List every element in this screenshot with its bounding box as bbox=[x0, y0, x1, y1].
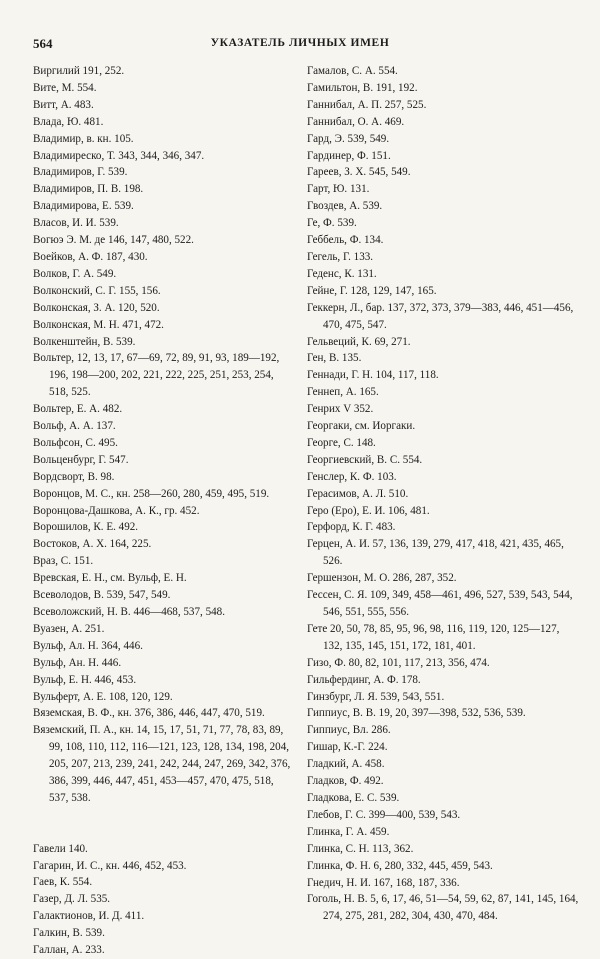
index-entry: Глинка, Ф. Н. 6, 280, 332, 445, 459, 543. bbox=[307, 859, 493, 872]
index-entry: Гагарин, И. С., кн. 446, 452, 453. bbox=[33, 859, 187, 872]
index-entry: Владимиреско, Т. 343, 344, 346, 347. bbox=[33, 149, 205, 162]
index-entry: Гвоздев, А. 539. bbox=[307, 200, 383, 213]
index-entry: Власов, И. И. 539. bbox=[33, 217, 119, 230]
index-entry: Вольтер, 12, 13, 17, 67—69, 72, 89, 91, 93, 189—192, 196, 198—200, 202, 221, 222, 225, 251, 253, 254, 518, 525. bbox=[33, 352, 280, 399]
index-entry: Вульф, Ал. Н. 364, 446. bbox=[33, 639, 143, 652]
index-entry: Герфорд, К. Г. 483. bbox=[307, 521, 396, 534]
index-entry: Воронцова-Дашкова, А. К., гр. 452. bbox=[33, 504, 200, 517]
index-entry: Всеволодов, В. 539, 547, 549. bbox=[33, 589, 171, 602]
index-entry: Виргилий 191, 252. bbox=[33, 65, 125, 77]
index-entry: Геббель, Ф. 134. bbox=[307, 234, 384, 247]
index-entry: Гард, Э. 539, 549. bbox=[307, 132, 390, 145]
index-entry: Гинзбург, Л. Я. 539, 543, 551. bbox=[307, 690, 445, 703]
index-entry: Глинка, С. Н. 113, 362. bbox=[307, 842, 414, 855]
index-entry: Вяземская, В. Ф., кн. 376, 386, 446, 447, 470, 519. bbox=[33, 707, 265, 720]
index-entry: Генрих V 352. bbox=[307, 403, 374, 416]
index-entry: Газер, Д. Л. 535. bbox=[33, 893, 111, 906]
index-entry: Ген, В. 135. bbox=[307, 352, 362, 365]
index-entry: Гегель, Г. 133. bbox=[307, 250, 374, 263]
index-entry: Вордсворт, В. 98. bbox=[33, 470, 115, 483]
index-entry: Гладкова, Е. С. 539. bbox=[307, 791, 400, 804]
index-entry: Вольф, А. А. 137. bbox=[33, 420, 116, 433]
index-entry: Генслер, К. Ф. 103. bbox=[307, 470, 397, 483]
index-entry: Ганнибал, А. П. 257, 525. bbox=[307, 98, 427, 111]
index-entry: Галкин, В. 539. bbox=[33, 927, 105, 940]
section-gap bbox=[33, 824, 291, 841]
index-entry: Гнедич, Н. И. 167, 168, 187, 336. bbox=[307, 876, 460, 889]
running-title: УКАЗАТЕЛЬ ЛИЧНЫХ ИМЕН bbox=[210, 37, 390, 49]
index-entry: Гардинер, Ф. 151. bbox=[307, 149, 391, 162]
index-entry: Герцен, А. И. 57, 136, 139, 279, 417, 418, 421, 435, 465, 526. bbox=[307, 538, 564, 568]
entry-group-g bbox=[33, 841, 291, 959]
index-entry: Геннади, Г. Н. 104, 117, 118. bbox=[307, 369, 439, 382]
index-entry: Вольценбург, Г. 547. bbox=[33, 453, 129, 466]
index-entry: Гамильтон, В. 191, 192. bbox=[307, 81, 418, 94]
index-entry: Востоков, А. Х. 164, 225. bbox=[33, 538, 152, 551]
index-entry: Галлан, А. 233. bbox=[33, 944, 105, 957]
index-entry: Георгиевский, В. С. 554. bbox=[307, 453, 423, 466]
index-entry: Вревская, Е. Н., см. Вульф, Е. Н. bbox=[33, 572, 187, 585]
index-entry: Волконская, З. А. 120, 520. bbox=[33, 301, 160, 314]
index-column-right bbox=[307, 63, 579, 925]
section-gap bbox=[33, 807, 291, 824]
index-entry: Гиппиус, Вл. 286. bbox=[307, 724, 391, 737]
index-entry: Воронцов, М. С., кн. 258—260, 280, 459, 495, 519. bbox=[33, 487, 270, 500]
index-entry: Гладкий, А. 458. bbox=[307, 758, 385, 771]
index-entry: Волконская, М. Н. 471, 472. bbox=[33, 318, 164, 331]
index-entry: Гамалов, С. А. 554. bbox=[307, 65, 398, 77]
index-entry: Враз, С. 151. bbox=[33, 555, 94, 568]
index-entry: Гишар, К.-Г. 224. bbox=[307, 741, 388, 754]
index-entry: Вольфсон, С. 495. bbox=[33, 436, 118, 449]
entry-group-v bbox=[33, 63, 291, 807]
index-entry: Георге, С. 148. bbox=[307, 436, 376, 449]
index-entry: Гарт, Ю. 131. bbox=[307, 183, 370, 196]
page-number: 564 bbox=[33, 36, 53, 51]
index-entry: Гершензон, М. О. 286, 287, 352. bbox=[307, 572, 457, 585]
index-column-left bbox=[33, 63, 291, 959]
index-entry: Гейне, Г. 128, 129, 147, 165. bbox=[307, 284, 437, 297]
index-entry: Гладков, Ф. 492. bbox=[307, 775, 384, 788]
index-entry: Витт, А. 483. bbox=[33, 98, 94, 111]
index-entry: Гильфердинг, А. Ф. 178. bbox=[307, 673, 421, 686]
index-entry: Ганнибал, О. А. 469. bbox=[307, 115, 405, 128]
index-entry: Владимиров, Г. 539. bbox=[33, 166, 128, 179]
index-entry: Гоголь, Н. В. 5, 6, 17, 46, 51—54, 59, 62, 87, 141, 145, 164, 274, 275, 281, 282, 304, 430, 470, 484. bbox=[307, 893, 579, 923]
index-entry: Геро (Еро), Е. И. 106, 481. bbox=[307, 504, 430, 517]
index-entry: Вуазен, А. 251. bbox=[33, 622, 105, 635]
index-entry: Геккерн, Л., бар. 137, 372, 373, 379—383, 446, 451—456, 470, 475, 547. bbox=[307, 301, 574, 331]
index-entry: Волков, Г. А. 549. bbox=[33, 267, 117, 280]
index-entry: Гавели 140. bbox=[33, 842, 88, 855]
index-entry: Вите, М. 554. bbox=[33, 81, 97, 94]
index-entry: Вольтер, Е. А. 482. bbox=[33, 403, 123, 416]
index-entry: Геденс, К. 131. bbox=[307, 267, 377, 280]
index-entry: Владимир, в. кн. 105. bbox=[33, 132, 134, 145]
index-entry: Галактионов, И. Д. 411. bbox=[33, 910, 145, 923]
index-entry: Геннеп, А. 165. bbox=[307, 386, 379, 399]
index-entry: Волкенштейн, В. 539. bbox=[33, 335, 136, 348]
index-entry: Владимирова, Е. 539. bbox=[33, 200, 134, 213]
index-entry: Волконский, С. Г. 155, 156. bbox=[33, 284, 161, 297]
index-entry: Гареев, З. Х. 545, 549. bbox=[307, 166, 411, 179]
index-entry: Вогюэ Э. М. де 146, 147, 480, 522. bbox=[33, 234, 194, 247]
index-entry: Вульф, Е. Н. 446, 453. bbox=[33, 673, 137, 686]
index-entry: Гессен, С. Я. 109, 349, 458—461, 496, 527, 539, 543, 544, 546, 551, 555, 556. bbox=[307, 589, 573, 618]
index-entry: Глинка, Г. А. 459. bbox=[307, 825, 390, 838]
index-entry: Вульферт, А. Е. 108, 120, 129. bbox=[33, 690, 173, 703]
index-entry: Ворошилов, К. Е. 492. bbox=[33, 521, 139, 534]
index-entry: Герасимов, А. Л. 510. bbox=[307, 487, 409, 500]
index-entry: Гельвеций, К. 69, 271. bbox=[307, 335, 411, 348]
index-entry: Георгаки, см. Иоргаки. bbox=[307, 420, 416, 433]
index-entry: Владимиров, П. В. 198. bbox=[33, 183, 144, 196]
index-entry: Вяземский, П. А., кн. 14, 15, 17, 51, 71, 77, 78, 83, 89, 99, 108, 110, 112, 116—121, 123, 128, 134, 198, 204, 205, 207, 213, 239, 241, 242, 244, 247, 269, 342, 376, 386, 399, 446, 447, 451, 453—457, 470, 475, 518, 537, 538. bbox=[33, 724, 291, 804]
index-entry: Влада, Ю. 481. bbox=[33, 115, 104, 128]
index-entry: Гиппиус, В. В. 19, 20, 397—398, 532, 536, 539. bbox=[307, 707, 526, 720]
index-entry: Гаев, К. 554. bbox=[33, 876, 93, 889]
index-entry: Воейков, А. Ф. 187, 430. bbox=[33, 250, 148, 263]
index-entry: Гете 20, 50, 78, 85, 95, 96, 98, 116, 119, 120, 125—127, 132, 135, 145, 151, 172, 181, 401. bbox=[307, 622, 560, 652]
index-entry: Ге, Ф. 539. bbox=[307, 217, 357, 230]
index-entry: Глебов, Г. С. 399—400, 539, 543. bbox=[307, 808, 461, 821]
index-entry: Всеволожский, Н. В. 446—468, 537, 548. bbox=[33, 606, 225, 618]
index-entry: Гизо, Ф. 80, 82, 101, 117, 213, 356, 474. bbox=[307, 656, 490, 669]
index-entry: Вульф, Ан. Н. 446. bbox=[33, 656, 122, 669]
